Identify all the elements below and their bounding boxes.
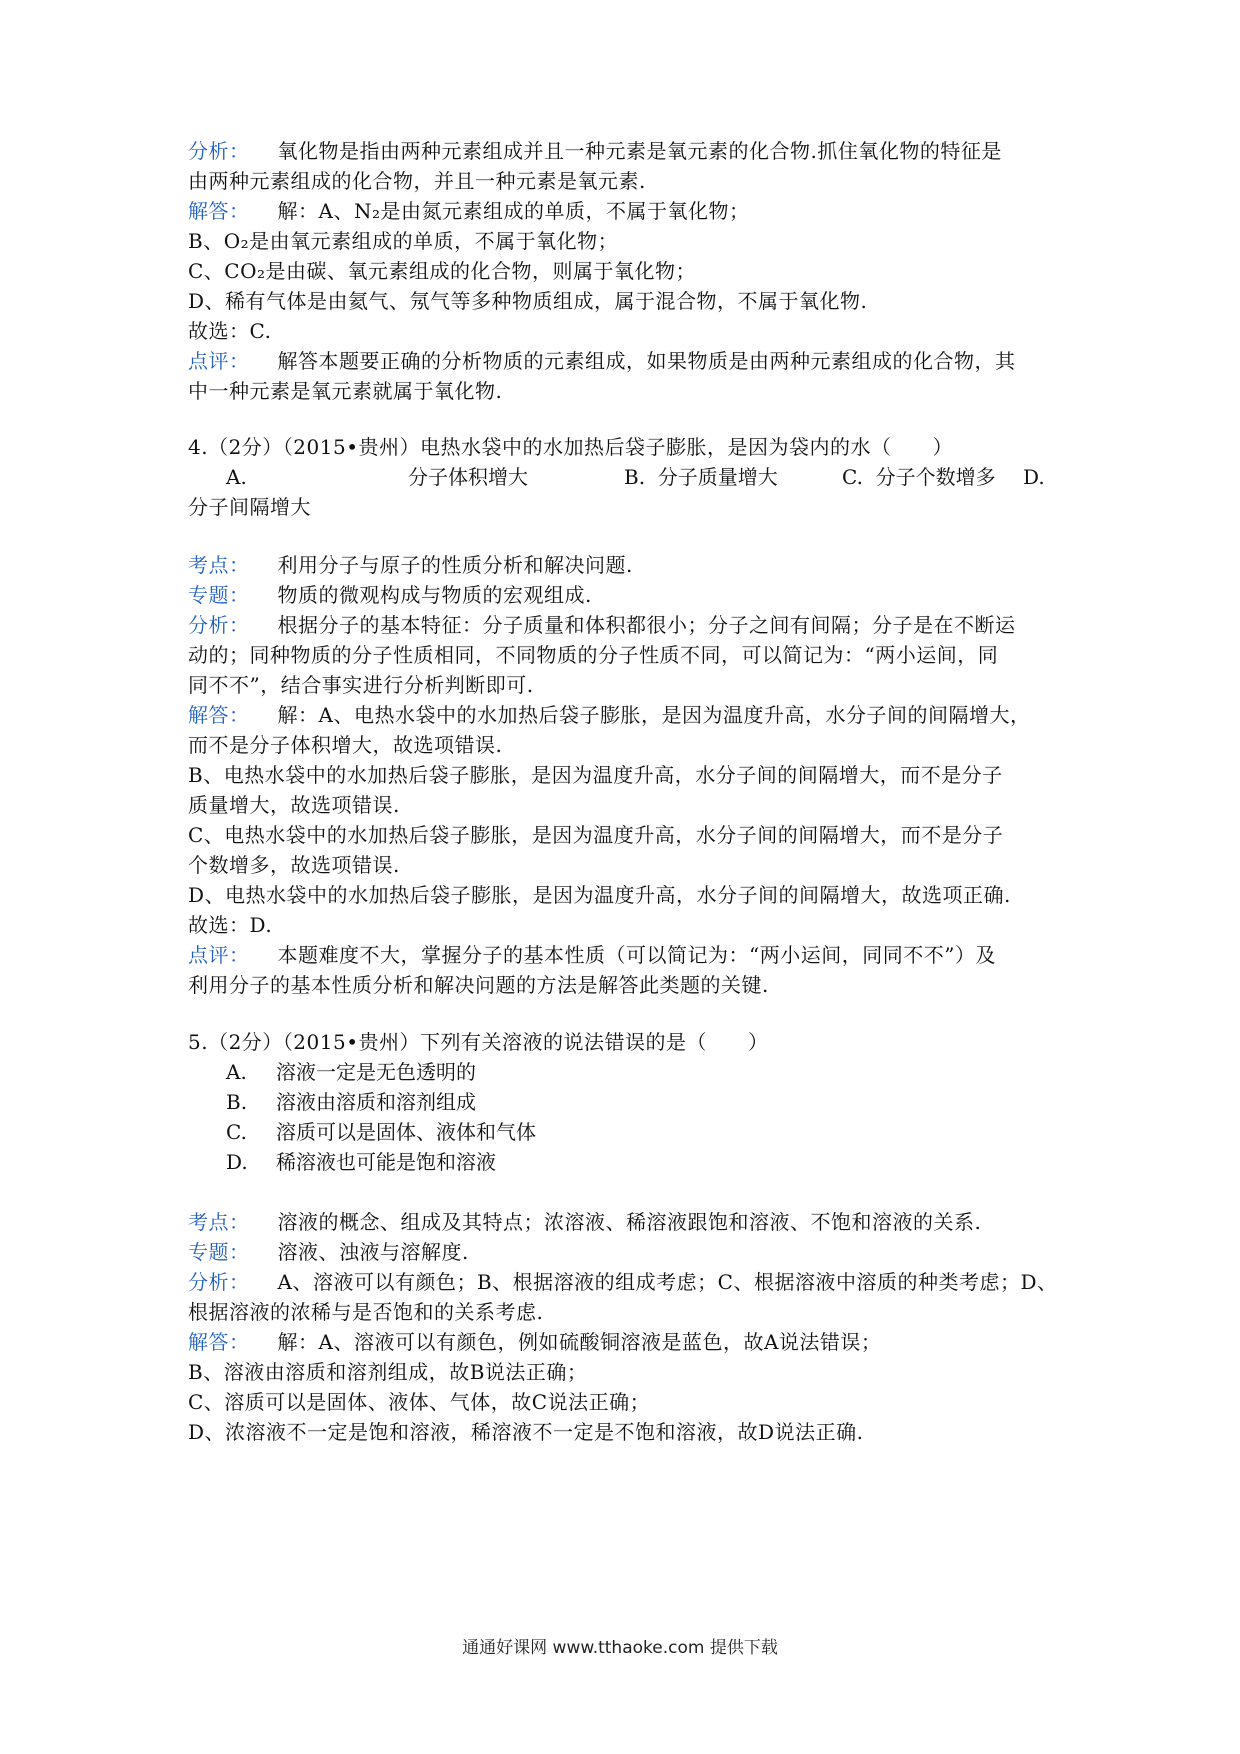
- kaodian-label: 考点：: [188, 553, 250, 577]
- page-footer: 通通好课网 www.tthaoke.com 提供下载: [462, 1638, 778, 1658]
- q5-option-b-text: 溶液由溶质和溶剂组成: [276, 1090, 476, 1114]
- q4-answer-line-2: 而不是分子体积增大，故选项错误.: [188, 733, 503, 757]
- q5-analysis-line-2: 根据溶液的浓稀与是否饱和的关系考虑.: [188, 1300, 544, 1324]
- q4-answer-line-3: B、电热水袋中的水加热后袋子膨胀，是因为温度升高，水分子间的间隔增大，而不是分子: [188, 763, 1003, 787]
- comment-label: 点评：: [188, 349, 250, 373]
- answer-label: 解答：: [188, 703, 250, 727]
- analysis-label: 分析：: [188, 1270, 250, 1294]
- q5-option-a-text: 溶液一定是无色透明的: [276, 1060, 476, 1084]
- q4-option-a-text: 分子体积增大: [408, 465, 528, 489]
- q5-answer-line-3: C、溶质可以是固体、液体、气体，故C说法正确；: [188, 1390, 651, 1414]
- q4-analysis-line-2: 动的；同种物质的分子性质相同，不同物质的分子性质不同，可以简记为：“两小运间，同: [188, 643, 999, 667]
- q4-option-b: B. 分子质量增大: [624, 465, 778, 489]
- q3-analysis-line-1: 分析： 氧化物是指由两种元素组成并且一种元素是氧元素的化合物.抓住氧化物的特征是: [188, 139, 1002, 163]
- q4-zhuanti: 专题： 物质的微观构成与物质的宏观组成.: [188, 583, 592, 607]
- q4-analysis-line-3: 同不不”，结合事实进行分析判断即可.: [188, 673, 534, 697]
- analysis-label: 分析：: [188, 139, 250, 163]
- q5-answer-line-2: B、溶液由溶质和溶剂组成，故B说法正确；: [188, 1360, 588, 1384]
- q3-answer-line-4: D、稀有气体是由氦气、氖气等多种物质组成，属于混合物，不属于氧化物.: [188, 289, 868, 313]
- answer-label: 解答：: [188, 1330, 250, 1354]
- q4-kaodian: 考点： 利用分子与原子的性质分析和解决问题.: [188, 553, 633, 577]
- q4-option-d-text: 分子间隔增大: [188, 495, 311, 519]
- q3-answer-line-1: 解答： 解：A、N₂是由氮元素组成的单质，不属于氧化物；: [188, 199, 750, 223]
- q5-stem: 5.（2分）（2015•贵州）下列有关溶液的说法错误的是（ ）: [188, 1030, 769, 1054]
- q4-comment-line-2: 利用分子的基本性质分析和解决问题的方法是解答此类题的关键.: [188, 973, 769, 997]
- q5-kaodian: 考点： 溶液的概念、组成及其特点；浓溶液、稀溶液跟饱和溶液、不饱和溶液的关系.: [188, 1210, 982, 1234]
- comment-label: 点评：: [188, 943, 250, 967]
- q4-answer-line-8: 故选：D.: [188, 913, 273, 937]
- analysis-label: 分析：: [188, 613, 250, 637]
- zhuanti-label: 专题：: [188, 583, 250, 607]
- kaodian-label: 考点：: [188, 1210, 250, 1234]
- q4-answer-line-1: 解答： 解：A、电热水袋中的水加热后袋子膨胀，是因为温度升高，水分子间的间隔增大，: [188, 703, 1031, 727]
- q4-analysis-line-1: 分析： 根据分子的基本特征：分子质量和体积都很小；分子之间有间隔；分子是在不断运: [188, 613, 1016, 637]
- q5-option-d-text: 稀溶液也可能是饱和溶液: [276, 1150, 496, 1174]
- q5-answer-line-4: D、浓溶液不一定是饱和溶液，稀溶液不一定是不饱和溶液，故D说法正确.: [188, 1420, 864, 1444]
- q5-option-a-letter: A.: [226, 1060, 247, 1084]
- zhuanti-label: 专题：: [188, 1240, 250, 1264]
- q3-comment-line-2: 中一种元素是氧元素就属于氧化物.: [188, 379, 503, 403]
- q3-analysis-line-2: 由两种元素组成的化合物，并且一种元素是氧元素.: [188, 169, 646, 193]
- q3-answer-line-2: B、O₂是由氧元素组成的单质，不属于氧化物；: [188, 229, 619, 253]
- q5-option-d-letter: D.: [226, 1150, 248, 1174]
- q5-zhuanti: 专题： 溶液、浊液与溶解度.: [188, 1240, 469, 1264]
- q4-option-d-letter: D.: [1023, 465, 1045, 489]
- q5-option-b-letter: B.: [226, 1090, 248, 1114]
- q3-answer-line-3: C、CO₂是由碳、氧元素组成的化合物，则属于氧化物；: [188, 259, 697, 283]
- q5-option-c-letter: C.: [226, 1120, 247, 1144]
- q4-option-c: C. 分子个数增多: [842, 465, 996, 489]
- q5-analysis-line-1: 分析： A、溶液可以有颜色；B、根据溶液的组成考虑；C、根据溶液中溶质的种类考虑；D、: [188, 1270, 1058, 1294]
- q4-option-a-letter: A.: [226, 465, 247, 489]
- q4-comment-line-1: 点评： 本题难度不大，掌握分子的基本性质（可以简记为：“两小运间，同同不不”）及: [188, 943, 996, 967]
- answer-label: 解答：: [188, 199, 250, 223]
- q4-answer-line-6: 个数增多，故选项错误.: [188, 853, 400, 877]
- q3-comment-line-1: 点评： 解答本题要正确的分析物质的元素组成，如果物质是由两种元素组成的化合物，其: [188, 349, 1016, 373]
- q5-answer-line-1: 解答： 解：A、溶液可以有颜色，例如硫酸铜溶液是蓝色，故A说法错误；: [188, 1330, 882, 1354]
- q4-stem: 4.（2分）（2015•贵州）电热水袋中的水加热后袋子膨胀，是因为袋内的水（ ）: [188, 435, 954, 459]
- q4-answer-line-7: D、电热水袋中的水加热后袋子膨胀，是因为温度升高，水分子间的间隔增大，故选项正确.: [188, 883, 1011, 907]
- q3-answer-line-5: 故选：C.: [188, 319, 272, 343]
- q5-option-c-text: 溶质可以是固体、液体和气体: [276, 1120, 536, 1144]
- q4-answer-line-4: 质量增大，故选项错误.: [188, 793, 400, 817]
- q4-answer-line-5: C、电热水袋中的水加热后袋子膨胀，是因为温度升高，水分子间的间隔增大，而不是分子: [188, 823, 1004, 847]
